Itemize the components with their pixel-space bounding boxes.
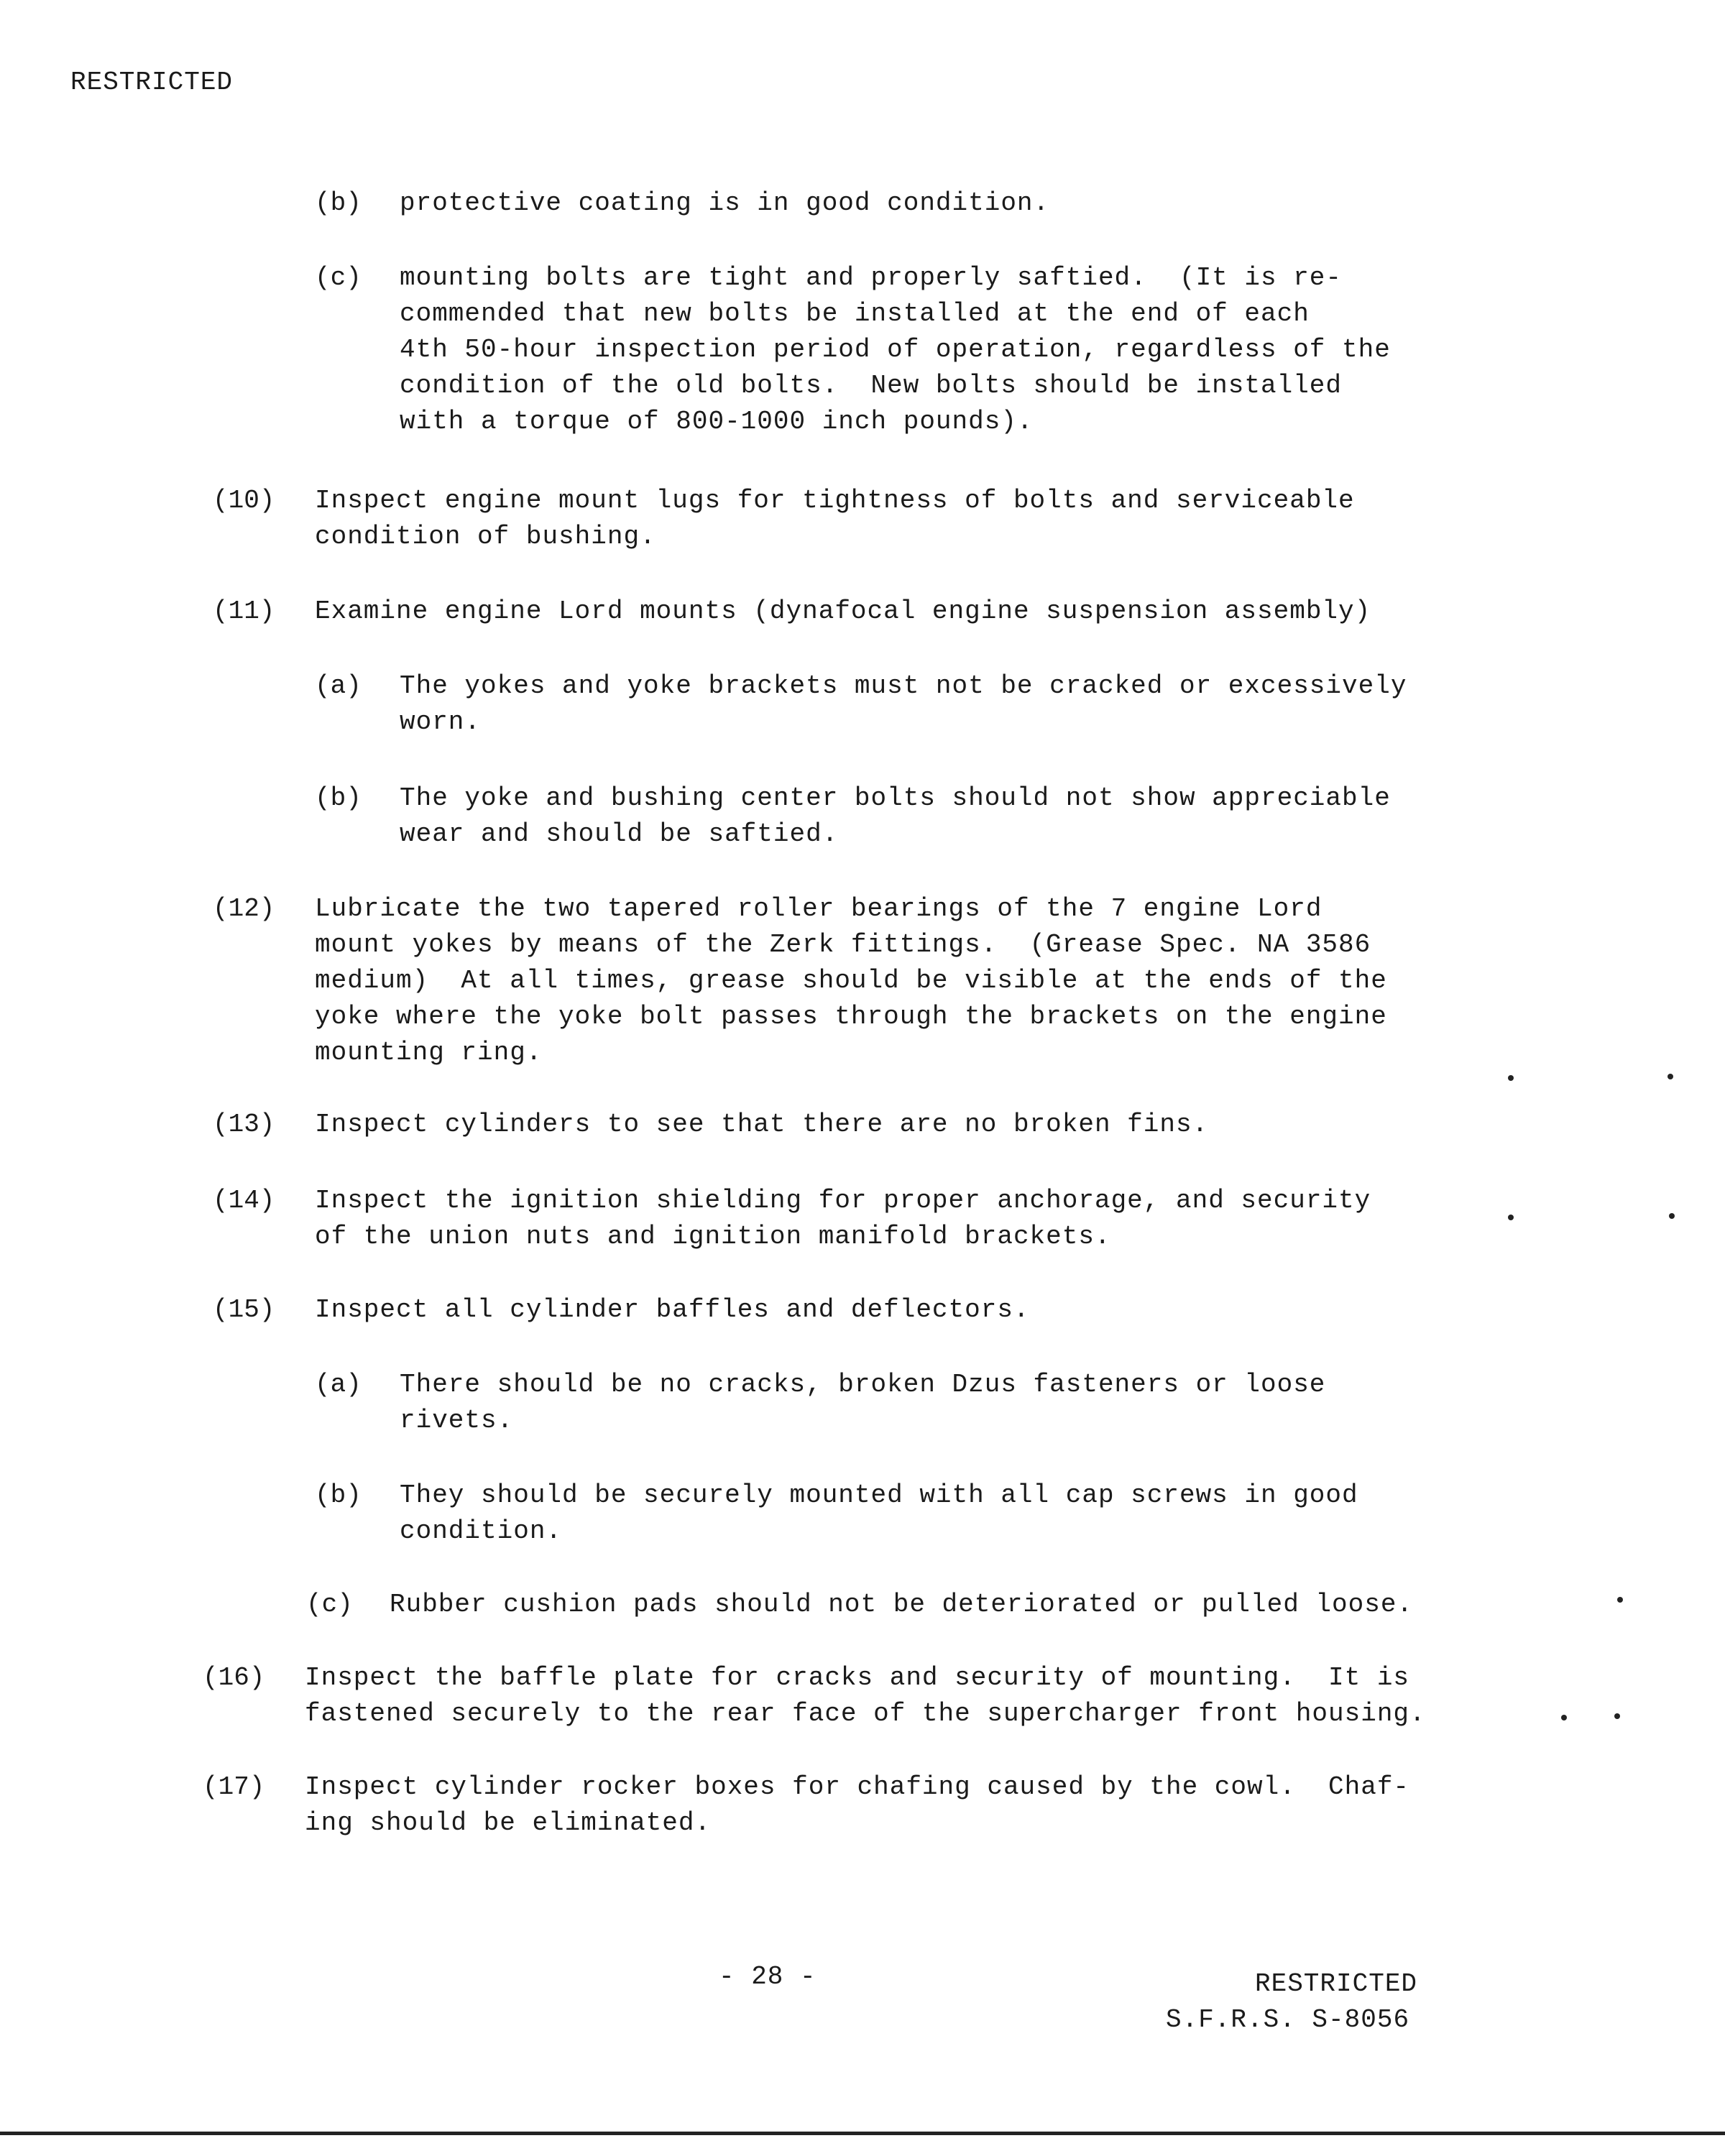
- item-text-line: of the union nuts and ignition manifold brackets.: [315, 1222, 1111, 1251]
- item-label: (a): [315, 1370, 362, 1399]
- item-text-line: condition of bushing.: [315, 522, 656, 551]
- item-text-line: wear and should be saftied.: [400, 819, 839, 849]
- item-text-line: condition of the old bolts. New bolts should be installed: [400, 371, 1343, 400]
- item-text-line: protective coating is in good condition.: [400, 188, 1050, 218]
- item-text-line: mounting ring.: [315, 1038, 543, 1067]
- item-label: (c): [315, 263, 362, 292]
- header-classification: RESTRICTED: [70, 68, 234, 97]
- item-label: (b): [315, 783, 362, 813]
- scan-speck: [1669, 1213, 1675, 1219]
- item-label: (16): [203, 1663, 265, 1692]
- item-text-line: mounting bolts are tight and properly saftied. (It is re-: [400, 263, 1343, 292]
- item-text-line: They should be securely mounted with all cap screws in good: [400, 1480, 1358, 1510]
- item-label: (12): [213, 894, 275, 923]
- item-label: (10): [213, 486, 275, 515]
- item-text-line: Inspect cylinders to see that there are no broken fins.: [315, 1110, 1209, 1139]
- item-text-line: 4th 50-hour inspection period of operation, regardless of the: [400, 335, 1391, 364]
- item-text-line: Inspect engine mount lugs for tightness of bolts and serviceable: [315, 486, 1355, 515]
- item-label: (b): [315, 1480, 362, 1510]
- item-label: (15): [213, 1295, 275, 1325]
- footer-classification: RESTRICTED: [1255, 1969, 1418, 1999]
- item-label: (c): [306, 1590, 353, 1619]
- scan-speck: [1508, 1215, 1514, 1220]
- item-text-line: The yokes and yoke brackets must not be cracked or excessively: [400, 671, 1407, 701]
- item-text-line: yoke where the yoke bolt passes through the brackets on the engine: [315, 1002, 1387, 1031]
- scan-speck: [1508, 1075, 1514, 1081]
- item-label: (11): [213, 596, 275, 626]
- item-label: (b): [315, 188, 362, 218]
- item-label: (13): [213, 1110, 275, 1139]
- item-text-line: condition.: [400, 1516, 563, 1546]
- item-label: (a): [315, 671, 362, 701]
- item-text-line: Inspect the ignition shielding for proper anchorage, and security: [315, 1186, 1371, 1215]
- scan-speck: [1617, 1597, 1623, 1603]
- item-text-line: Inspect all cylinder baffles and deflectors.: [315, 1295, 1030, 1325]
- item-text-line: rivets.: [400, 1406, 514, 1435]
- page-number: - 28 -: [719, 1962, 816, 1991]
- item-text-line: Inspect cylinder rocker boxes for chafing caused by the cowl. Chaf-: [305, 1772, 1410, 1802]
- item-label: (17): [203, 1772, 265, 1802]
- item-text-line: with a torque of 800-1000 inch pounds).: [400, 407, 1034, 436]
- item-text-line: Inspect the baffle plate for cracks and security of mounting. It is: [305, 1663, 1410, 1692]
- item-text-line: medium) At all times, grease should be visible at the ends of the: [315, 966, 1387, 995]
- scan-speck: [1614, 1713, 1620, 1719]
- item-text-line: Rubber cushion pads should not be deteriorated or pulled loose.: [390, 1590, 1414, 1619]
- footer-document-id: S.F.R.S. S-8056: [1166, 2005, 1410, 2035]
- item-label: (14): [213, 1186, 275, 1215]
- item-text-line: mount yokes by means of the Zerk fittings. (Grease Spec. NA 3586: [315, 930, 1371, 959]
- item-text-line: ing should be eliminated.: [305, 1808, 712, 1838]
- item-text-line: The yoke and bushing center bolts should not show appreciable: [400, 783, 1391, 813]
- item-text-line: There should be no cracks, broken Dzus fasteners or loose: [400, 1370, 1326, 1399]
- item-text-line: Lubricate the two tapered roller bearings of the 7 engine Lord: [315, 894, 1322, 923]
- bottom-rule: [0, 2132, 1725, 2135]
- item-text-line: Examine engine Lord mounts (dynafocal engine suspension assembly): [315, 596, 1371, 626]
- scan-speck: [1561, 1715, 1567, 1720]
- item-text-line: worn.: [400, 707, 482, 737]
- item-text-line: commended that new bolts be installed at the end of each: [400, 299, 1310, 328]
- scan-speck: [1668, 1074, 1673, 1079]
- item-text-line: fastened securely to the rear face of the supercharger front housing.: [305, 1699, 1426, 1728]
